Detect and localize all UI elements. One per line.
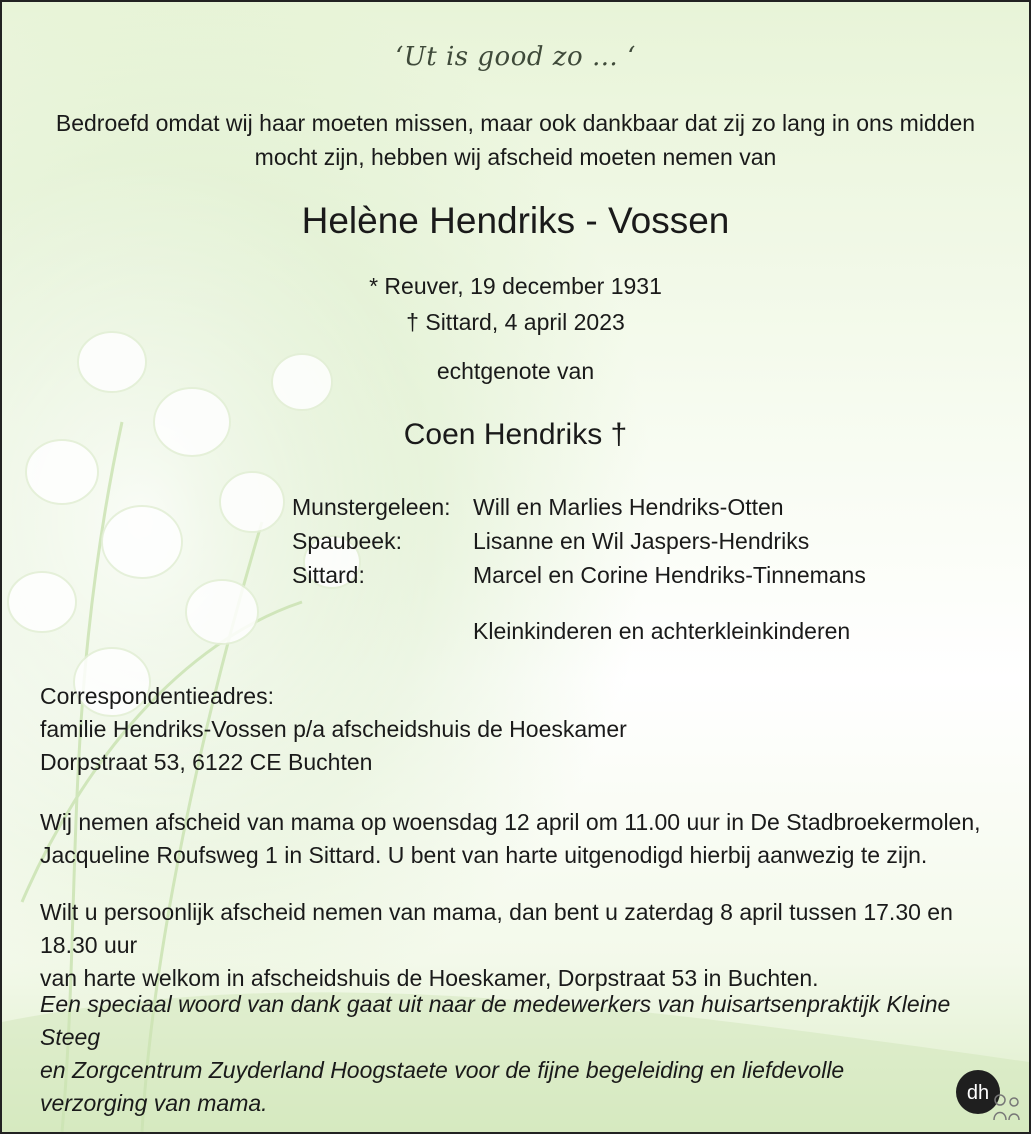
paragraph-line: Wilt u persoonlijk afscheid nemen van mama, dan bent u zaterdag 8 april tussen 17.30 en 18.30 uur <box>40 899 953 958</box>
correspondence-address <box>40 680 627 779</box>
intro-line: Bedroefd omdat wij haar moeten missen, maar ook dankbaar dat zij zo lang in ons midden <box>55 110 976 136</box>
grandchildren: Kleinkinderen en achterkleinkinderen <box>473 618 851 644</box>
intro-line: mocht zijn, hebben wij afscheid moeten nemen van <box>254 144 777 170</box>
family-place: Sittard: <box>292 562 365 588</box>
thanks-paragraph <box>40 988 1000 1120</box>
paragraph-line: verzorging van mama. <box>40 1090 268 1116</box>
birth-date: * Reuver, 19 december 1931 <box>369 273 662 299</box>
spouse-label: echtgenote van <box>436 358 595 384</box>
paragraph-line: Jacqueline Roufsweg 1 in Sittard. U bent van harte uitgenodigd hierbij aanwezig te zijn. <box>40 842 928 868</box>
paragraph-line: van harte welkom in afscheidshuis de Hoeskamer, Dorpstraat 53 in Buchten. <box>40 965 819 991</box>
deceased-name: Helène Hendriks - Vossen <box>301 200 730 241</box>
death-date: † Sittard, 4 april 2023 <box>406 309 625 335</box>
logo-text: dh <box>966 1082 990 1104</box>
address-label: Correspondentieadres: <box>40 683 274 709</box>
family-row <box>292 558 866 592</box>
family-place: Spaubeek: <box>292 528 402 554</box>
family-list <box>292 490 866 592</box>
intro-text <box>42 106 989 174</box>
family-names: Will en Marlies Hendriks-Otten <box>473 494 784 520</box>
family-row <box>292 490 866 524</box>
motto: ‘Ut is good zo … ‘ <box>395 42 636 72</box>
spouse-name: Coen Hendriks † <box>403 418 628 451</box>
paragraph-line: Een speciaal woord van dank gaat uit naar de medewerkers van huisartsenpraktijk Kleine Steeg <box>40 991 951 1050</box>
family-place: Munstergeleen: <box>292 494 451 520</box>
dh-logo-icon <box>956 1066 1026 1122</box>
address-line: Dorpstraat 53, 6122 CE Buchten <box>40 749 373 775</box>
visitation-paragraph <box>40 896 1000 995</box>
family-row <box>292 524 866 558</box>
paragraph-line: Wij nemen afscheid van mama op woensdag 12 april om 11.00 uur in De Stadbroekermolen, <box>40 809 981 835</box>
life-dates <box>2 268 1029 340</box>
paragraph-line: en Zorgcentrum Zuyderland Hoogstaete voor de fijne begeleiding en liefdevolle <box>40 1057 845 1083</box>
family-names: Lisanne en Wil Jaspers-Hendriks <box>473 528 810 554</box>
family-names: Marcel en Corine Hendriks-Tinnemans <box>473 562 866 588</box>
farewell-paragraph <box>40 806 1000 872</box>
address-line: familie Hendriks-Vossen p/a afscheidshuis de Hoeskamer <box>40 716 627 742</box>
